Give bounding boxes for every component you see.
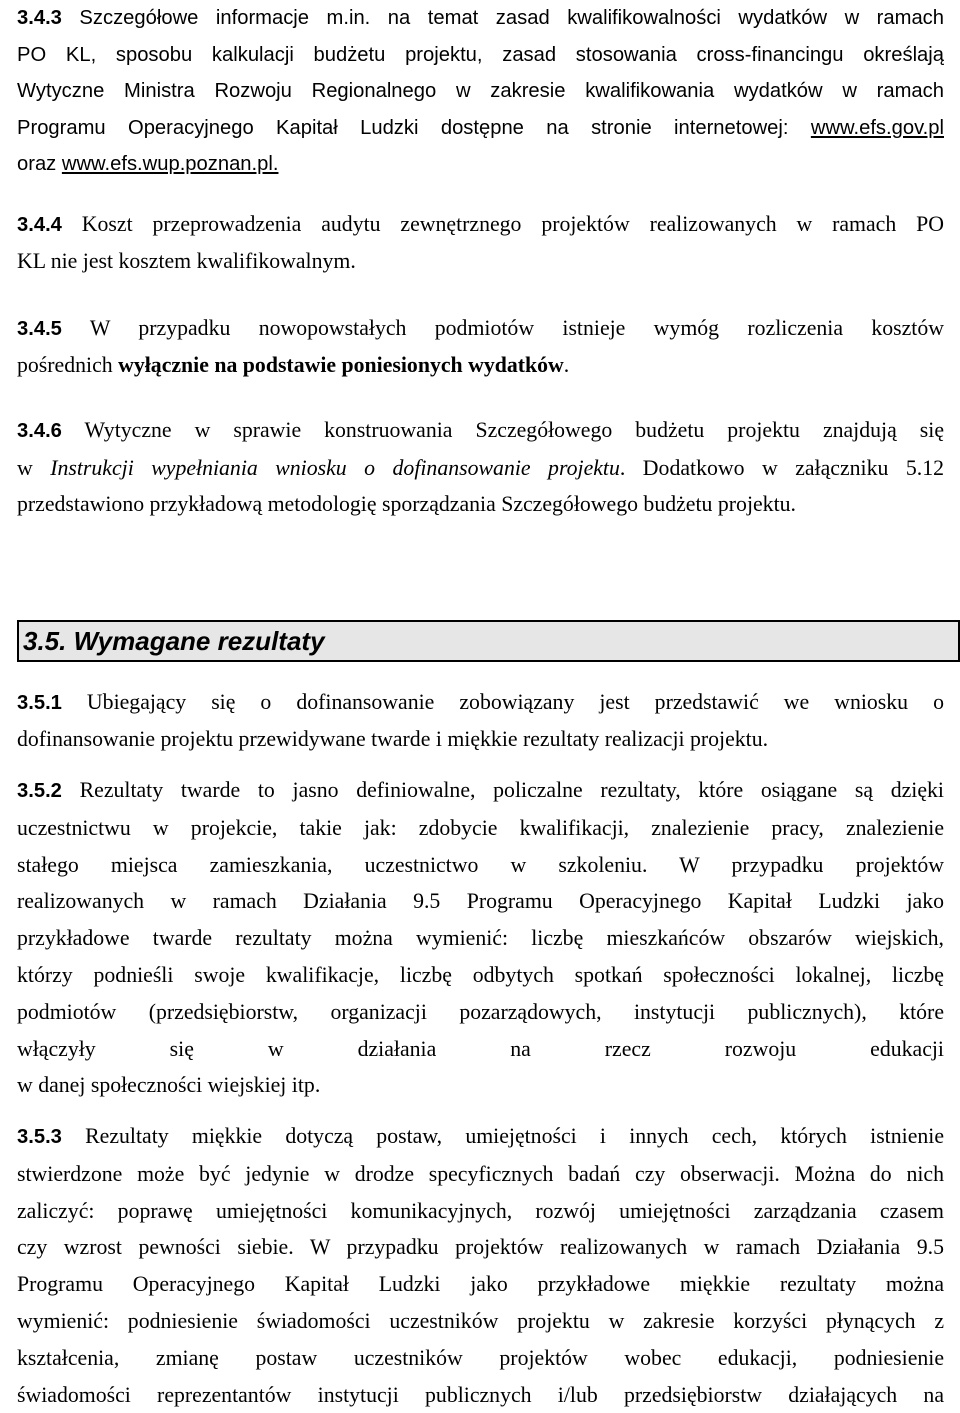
paragraph-3-5-1: 3.5.1 Ubiegający się o dofinansowanie zobowiązany jest przedstawić we wniosku o dofinansowanie projektu przewidywane twarde i miękkie rezultaty realizacji projektu. [17,690,944,751]
paragraph-number: 3.4.4 [17,214,62,236]
paragraph-3-4-6: 3.4.6 Wytyczne w sprawie konstruowania Szczegółowego budżetu projektu znajdują się w Instrukcji wypełniania wniosku o dofinansowanie projektu. Dodatkowo w załączniku 5.12 przedstawiono przykładową metodologię sporządzania Szczegółowego budżetu projektu. [17,418,944,516]
paragraph-3-5-3: 3.5.3 Rezultaty miękkie dotyczą postaw, umiejętności i innych cech, których istnienie stwierdzone może być jedynie w drodze specyficznych badań czy obserwacji. Można do nich zaliczyć: poprawę umiejętności komunikacyjnych, rozwój umiejętności zarządzania czasem czy wzrost pewności siebie. W przypadku projektów realizowanych w ramach Działania 9.5 Programu Operacyjnego Kapitał Ludzki jako przykładowe miękkie rezultaty można wymienić: podniesienie świadomości uczestników projektu w zakresie korzyści płynących z kształcenia, zmianę postaw uczestników projektów wobec edukacji, podniesienie świadomości reprezentantów instytucji publicznych i/lub przedsiębiorstw działających na [17,1124,944,1407]
paragraph-number: 3.5.3 [17,1126,62,1148]
section-heading-3-5 [17,620,960,662]
paragraph-3-4-5: 3.4.5 W przypadku nowopowstałych podmiotów istnieje wymóg rozliczenia kosztów pośrednich wyłącznie na podstawie poniesionych wydatków. [17,316,944,377]
paragraph-number: 3.4.3 [17,7,62,29]
paragraph-number: 3.5.2 [17,780,62,802]
paragraph-number: 3.5.1 [17,692,62,714]
emphasis-text: wyłącznie na podstawie poniesionych wydatków [118,353,564,377]
link-efs-wup-poznan[interactable]: www.efs.wup.poznan.pl. [61,153,279,175]
link-efs-gov[interactable]: www.efs.gov.pl [810,116,944,139]
paragraph-number: 3.4.5 [17,318,62,340]
section-title: 3.5. Wymagane rezultaty [23,626,325,656]
italic-title: Instrukcji wypełniania wniosku o dofinansowanie projektu [50,455,620,480]
paragraph-number: 3.4.6 [17,420,62,442]
paragraph-3-4-4: 3.4.4 Koszt przeprowadzenia audytu zewnętrznego projektów realizowanych w ramach PO KL nie jest kosztem kwalifikowalnym. [17,212,944,273]
paragraph-3-5-2: 3.5.2 Rezultaty twarde to jasno definiowalne, policzalne rezultaty, które osiągane są dzięki uczestnictwu w projekcie, takie jak: zdobycie kwalifikacji, znalezienie pracy, znalezienie stałego miejsca zamieszkania, uczestnictwo w szkoleniu. W przypadku projektów realizowanych w ramach Działania 9.5 Programu Operacyjnego Kapitał Ludzki jako przykładowe twarde rezultaty można wymienić: liczbę mieszkańców obszarów wiejskich, którzy podnieśli swoje kwalifikacje, liczbę odbytych spotkań społeczności lokalnej, liczbę podmiotów (przedsiębiorstw, organizacji pozarządowych, instytucji publicznych), które włączyły się w działania na rzecz rozwoju edukacji w danej społeczności wiejskiej itp. [17,778,944,1098]
paragraph-3-4-3: 3.4.3 Szczegółowe informacje m.in. na temat zasad kwalifikowalności wydatków w ramach PO KL, sposobu kalkulacji budżetu projektu, zasad stosowania cross-financingu określają Wytyczne Ministra Rozwoju Regionalnego w zakresie kwalifikowania wydatków w ramach Programu Operacyjnego Kapitał Ludzki dostępne na stronie internetowej: www.efs.gov.pl oraz www.efs.wup.poznan.pl. [17,7,944,175]
